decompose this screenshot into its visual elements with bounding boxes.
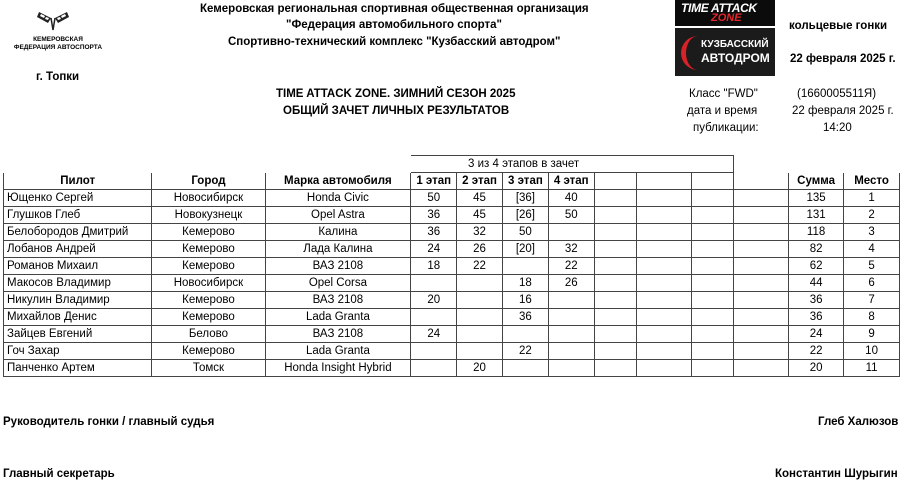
- table-row: [4, 309, 900, 326]
- cell-pilot: Глушков Глеб: [4, 207, 152, 224]
- cell-place: 3: [844, 224, 900, 241]
- time-attack-zone-logo: [675, 0, 775, 26]
- cell-stage2: 45: [457, 190, 503, 207]
- empty-cell: [594, 224, 636, 241]
- cell-sum: 36: [789, 309, 844, 326]
- cell-city: Кемерово: [152, 258, 265, 275]
- cell-sum: 44: [789, 275, 844, 292]
- kz-logo-line2: АВТОДРОМ: [701, 51, 770, 65]
- cell-stage4: [548, 292, 594, 309]
- empty-cell: [594, 258, 636, 275]
- empty-cell: [691, 224, 733, 241]
- cell-sum: 22: [789, 343, 844, 360]
- cell-stage4: [548, 360, 594, 377]
- empty-cell: [691, 292, 733, 309]
- empty-cell: [691, 343, 733, 360]
- empty-cell: [691, 190, 733, 207]
- empty-cell: [636, 326, 691, 343]
- col-header-stage1: 1 этап: [411, 173, 457, 190]
- col-header-stage4: 4 этап: [548, 173, 594, 190]
- cell-car: Lada Granta: [265, 309, 411, 326]
- cell-stage1: [411, 275, 457, 292]
- cell-pilot: Лобанов Андрей: [4, 241, 152, 258]
- empty-cell: [594, 207, 636, 224]
- results-table: [3, 155, 900, 377]
- cell-stage4: [548, 343, 594, 360]
- table-row: [4, 241, 900, 258]
- empty-cell: [734, 292, 789, 309]
- class-code: (1660005511Я): [797, 88, 877, 100]
- cell-pilot: Макосов Владимир: [4, 275, 152, 292]
- empty-cell: [636, 241, 691, 258]
- cell-place: 10: [844, 343, 900, 360]
- cell-city: Кемерово: [152, 309, 265, 326]
- cell-stage4: 26: [548, 275, 594, 292]
- cell-sum: 131: [789, 207, 844, 224]
- cell-sum: 36: [789, 292, 844, 309]
- pub-time: 14:20: [823, 122, 852, 134]
- cell-city: Кемерово: [152, 292, 265, 309]
- cell-stage2: [457, 343, 503, 360]
- header-row: [4, 173, 900, 190]
- empty-cell: [636, 207, 691, 224]
- cell-stage3: 50: [502, 224, 548, 241]
- table-row: [4, 326, 900, 343]
- empty-cell: [636, 224, 691, 241]
- empty-cell: [734, 224, 789, 241]
- empty-cell: [734, 309, 789, 326]
- cell-stage2: [457, 275, 503, 292]
- cell-city: Новокузнецк: [152, 207, 265, 224]
- empty-cell: [636, 190, 691, 207]
- cell-stage3: [502, 360, 548, 377]
- col-header-pilot: Пилот: [4, 173, 152, 190]
- cell-city: Кемерово: [152, 224, 265, 241]
- empty-cell: [734, 343, 789, 360]
- col-header-sum: Сумма: [789, 173, 844, 190]
- empty-cell: [691, 309, 733, 326]
- empty-cell: [734, 326, 789, 343]
- cell-place: 2: [844, 207, 900, 224]
- cell-stage4: 22: [548, 258, 594, 275]
- cell-stage3: [20]: [502, 241, 548, 258]
- cell-stage2: 20: [457, 360, 503, 377]
- col-header-stage2: 2 этап: [457, 173, 503, 190]
- cell-place: 9: [844, 326, 900, 343]
- cell-place: 1: [844, 190, 900, 207]
- empty-cell: [691, 258, 733, 275]
- empty-cell: [691, 241, 733, 258]
- cell-stage1: 24: [411, 326, 457, 343]
- cell-stage4: 50: [548, 207, 594, 224]
- cell-stage1: 50: [411, 190, 457, 207]
- cell-stage4: 40: [548, 190, 594, 207]
- cell-stage1: 36: [411, 207, 457, 224]
- cell-car: Opel Corsa: [265, 275, 411, 292]
- empty-cell: [734, 190, 789, 207]
- empty-cell: [734, 360, 789, 377]
- chief-judge-role: Руководитель гонки / главный судья: [3, 416, 215, 428]
- empty-cell: [691, 360, 733, 377]
- cell-city: Томск: [152, 360, 265, 377]
- cell-place: 6: [844, 275, 900, 292]
- table-row: [4, 207, 900, 224]
- cell-pilot: Белобородов Дмитрий: [4, 224, 152, 241]
- ta-logo-line1: TIME ATTACK: [681, 1, 757, 15]
- cell-stage1: [411, 309, 457, 326]
- class-label: Класс "FWD": [689, 88, 758, 100]
- cell-city: Кемерово: [152, 343, 265, 360]
- cell-stage3: [502, 258, 548, 275]
- cell-city: Новосибирск: [152, 190, 265, 207]
- cell-stage3: 36: [502, 309, 548, 326]
- cell-pilot: Михайлов Денис: [4, 309, 152, 326]
- cell-stage3: 22: [502, 343, 548, 360]
- empty-cell: [636, 275, 691, 292]
- org-line-2: "Федерация автомобильного спорта": [286, 19, 502, 31]
- cell-stage1: [411, 343, 457, 360]
- empty-cell: [594, 292, 636, 309]
- cell-stage3: 18: [502, 275, 548, 292]
- cell-pilot: Ющенко Сергей: [4, 190, 152, 207]
- cell-car: Honda Civic: [265, 190, 411, 207]
- cell-pilot: Панченко Артем: [4, 360, 152, 377]
- cell-stage1: 24: [411, 241, 457, 258]
- cell-car: Lada Granta: [265, 343, 411, 360]
- cell-stage3: 16: [502, 292, 548, 309]
- empty-cell: [594, 241, 636, 258]
- empty-cell: [594, 360, 636, 377]
- empty-cell: [691, 326, 733, 343]
- table-row: [4, 190, 900, 207]
- kuzbass-autodrom-logo: [675, 28, 775, 76]
- empty-cell: [594, 190, 636, 207]
- table-row: [4, 360, 900, 377]
- org-line-1: Кемеровская региональная спортивная общественная организация: [200, 3, 589, 15]
- federation-logo: [8, 8, 103, 60]
- cell-city: Новосибирск: [152, 275, 265, 292]
- empty-cell: [594, 326, 636, 343]
- cell-pilot: Зайцев Евгений: [4, 326, 152, 343]
- table-row: [4, 343, 900, 360]
- col-header-car: Марка автомобиля: [265, 173, 411, 190]
- cell-stage4: 32: [548, 241, 594, 258]
- empty-cell: [594, 309, 636, 326]
- empty-cell: [691, 207, 733, 224]
- cell-stage1: [411, 360, 457, 377]
- chief-judge-name: Глеб Халюзов: [818, 416, 899, 428]
- empty-cell: [734, 275, 789, 292]
- cell-car: Лада Калина: [265, 241, 411, 258]
- stages-note: 3 из 4 этапов в зачет: [411, 156, 637, 173]
- pub-date: 22 февраля 2025 г.: [792, 105, 894, 117]
- empty-cell: [691, 275, 733, 292]
- pub-label-line1: дата и время: [687, 105, 758, 117]
- cell-city: Кемерово: [152, 241, 265, 258]
- empty-cell: [636, 309, 691, 326]
- cell-sum: 82: [789, 241, 844, 258]
- cell-car: Калина: [265, 224, 411, 241]
- cell-stage3: [26]: [502, 207, 548, 224]
- cell-car: ВАЗ 2108: [265, 326, 411, 343]
- cell-stage4: [548, 326, 594, 343]
- cell-pilot: Романов Михаил: [4, 258, 152, 275]
- cell-car: ВАЗ 2108: [265, 292, 411, 309]
- cell-car: Honda Insight Hybrid: [265, 360, 411, 377]
- cell-city: Белово: [152, 326, 265, 343]
- cell-stage2: [457, 309, 503, 326]
- empty-cell: [636, 343, 691, 360]
- cell-stage2: 26: [457, 241, 503, 258]
- cell-place: 11: [844, 360, 900, 377]
- table-row: [4, 258, 900, 275]
- event-subtitle: ОБЩИЙ ЗАЧЕТ ЛИЧНЫХ РЕЗУЛЬТАТОВ: [283, 105, 510, 117]
- pub-label-line2: публикации:: [693, 122, 759, 134]
- cell-stage2: 22: [457, 258, 503, 275]
- empty-cell: [734, 207, 789, 224]
- race-date: 22 февраля 2025 г.: [790, 53, 896, 65]
- table-row: [4, 224, 900, 241]
- stages-note-row: [4, 156, 900, 173]
- cell-place: 4: [844, 241, 900, 258]
- cell-sum: 24: [789, 326, 844, 343]
- cell-stage1: 36: [411, 224, 457, 241]
- ta-logo-line2: ZONE: [711, 12, 742, 24]
- empty-cell: [734, 258, 789, 275]
- race-type: кольцевые гонки: [789, 20, 888, 32]
- cell-stage2: [457, 292, 503, 309]
- chief-secretary-role: Главный секретарь: [3, 468, 115, 480]
- empty-cell: [636, 360, 691, 377]
- cell-place: 7: [844, 292, 900, 309]
- cell-stage3: [36]: [502, 190, 548, 207]
- col-header-stage3: 3 этап: [502, 173, 548, 190]
- cell-sum: 135: [789, 190, 844, 207]
- empty-cell: [594, 275, 636, 292]
- empty-cell: [594, 343, 636, 360]
- cell-stage3: [502, 326, 548, 343]
- cell-stage2: 32: [457, 224, 503, 241]
- cell-stage2: [457, 326, 503, 343]
- cell-stage2: 45: [457, 207, 503, 224]
- logo-left-line2: ФЕДЕРАЦИЯ АВТОСПОРТА: [13, 44, 103, 51]
- event-title: TIME ATTACK ZONE. ЗИМНИЙ СЕЗОН 2025: [276, 88, 516, 100]
- cell-stage1: 18: [411, 258, 457, 275]
- city-label: г. Топки: [36, 71, 80, 83]
- table-row: [4, 275, 900, 292]
- cell-stage4: [548, 309, 594, 326]
- cell-place: 8: [844, 309, 900, 326]
- logo-left-line1: КЕМЕРОВСКАЯ: [33, 36, 83, 43]
- empty-cell: [734, 241, 789, 258]
- cell-sum: 62: [789, 258, 844, 275]
- empty-cell: [636, 292, 691, 309]
- checkered-flags-icon: [36, 10, 70, 32]
- org-line-3: Спортивно-технический комплекс "Кузбасский автодром": [228, 36, 561, 48]
- cell-sum: 20: [789, 360, 844, 377]
- col-header-city: Город: [152, 173, 265, 190]
- table-row: [4, 292, 900, 309]
- cell-car: Opel Astra: [265, 207, 411, 224]
- empty-cell: [636, 258, 691, 275]
- kz-logo-line1: КУЗБАССКИЙ: [701, 39, 769, 50]
- cell-stage4: [548, 224, 594, 241]
- cell-sum: 118: [789, 224, 844, 241]
- cell-place: 5: [844, 258, 900, 275]
- cell-pilot: Никулин Владимир: [4, 292, 152, 309]
- cell-pilot: Гоч Захар: [4, 343, 152, 360]
- col-header-place: Место: [844, 173, 900, 190]
- chief-secretary-name: Константин Шурыгин: [775, 468, 898, 480]
- cell-car: ВАЗ 2108: [265, 258, 411, 275]
- cell-stage1: 20: [411, 292, 457, 309]
